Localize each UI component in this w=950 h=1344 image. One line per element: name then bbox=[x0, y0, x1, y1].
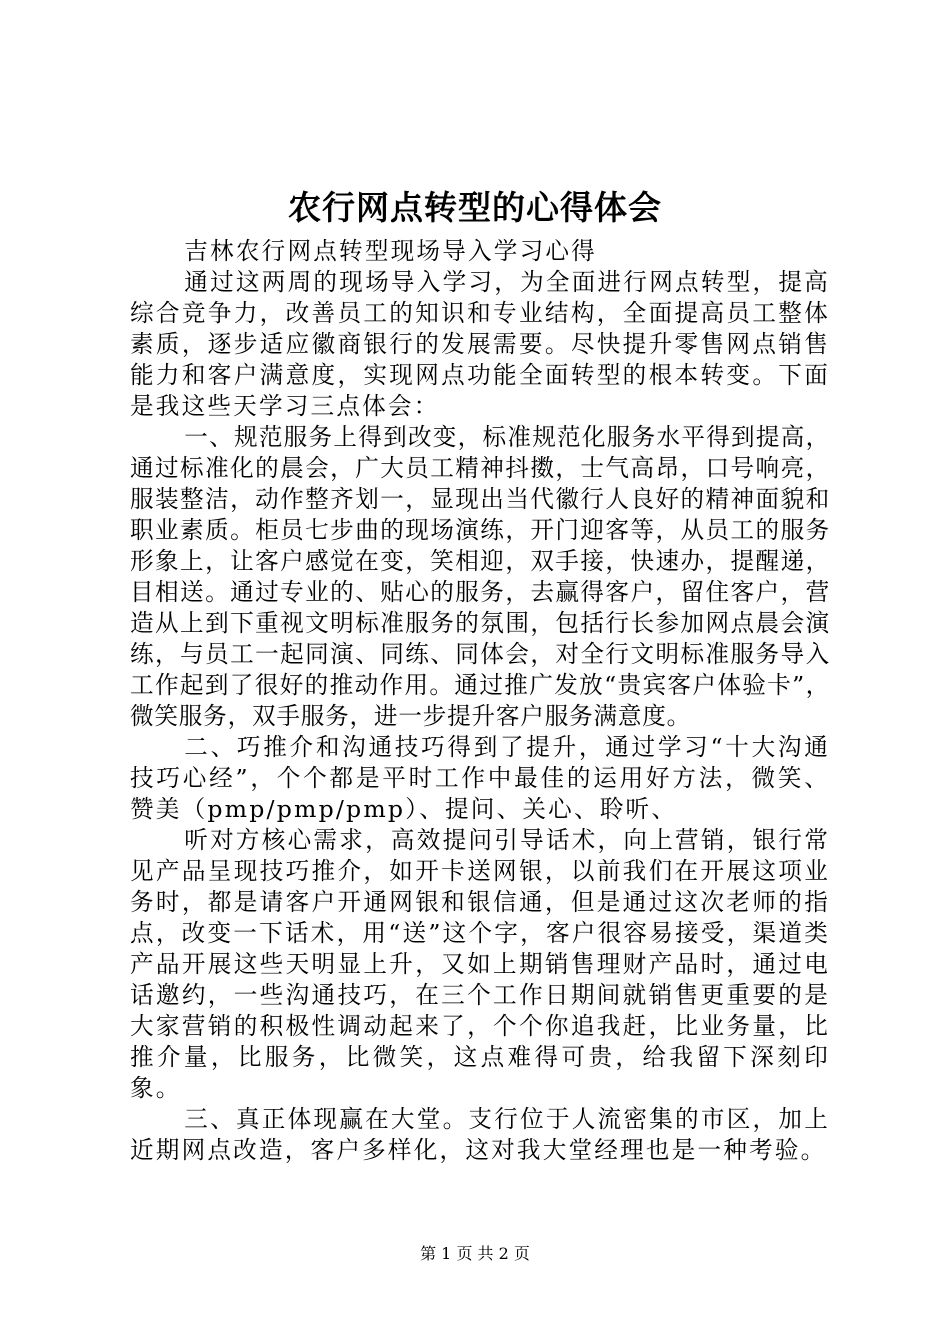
point-two-paragraph: 二、巧推介和沟通技巧得到了提升，通过学习“十大沟通技巧心经”，个个都是平时工作中最佳的运用好方法，微笑、赞美（pmp/pmp/pmp）、提问、关心、聆听、 bbox=[130, 733, 830, 823]
document-title: 农行网点转型的心得体会 bbox=[288, 188, 662, 227]
subtitle-paragraph: 吉林农行网点转型现场导入学习心得 bbox=[184, 237, 597, 265]
document-body bbox=[130, 236, 830, 1166]
point-two-continued-paragraph: 听对方核心需求，高效提问引导话术，向上营销，银行常见产品呈现技巧推介，如开卡送网银，以前我们在开展这项业务时，都是请客户开通网银和银信通，但是通过这次老师的指点，改变一下话术，用“送”这个字，客户很容易接受，渠道类产品开展这些天明显上升，又如上期销售理财产品时，通过电话邀约，一些沟通技巧，在三个工作日期间就销售更重要的是大家营销的积极性调动起来了，个个你追我赶，比业务量，比推介量，比服务，比微笑，这点难得可贵，给我留下深刻印象。 bbox=[130, 826, 830, 1102]
point-three-paragraph: 三、真正体现赢在大堂。支行位于人流密集的市区，加上近期网点改造，客户多样化，这对我大堂经理也是一种考验。 bbox=[130, 1105, 830, 1164]
intro-paragraph: 通过这两周的现场导入学习，为全面进行网点转型，提高综合竞争力，改善员工的知识和专业结构，全面提高员工整体素质，逐步适应徽商银行的发展需要。尽快提升零售网点销售能力和客户满意度，实现网点功能全面转型的根本转变。下面是我这些天学习三点体会： bbox=[130, 268, 830, 420]
page-number-footer: 第 1 页 共 2 页 bbox=[420, 1244, 530, 1263]
point-one-paragraph: 一、规范服务上得到改变，标准规范化服务水平得到提高，通过标准化的晨会，广大员工精神抖擞，士气高昂，口号响亮，服装整洁，动作整齐划一，显现出当代徽行人良好的精神面貌和职业素质。柜员七步曲的现场演练，开门迎客等，从员工的服务形象上，让客户感觉在变，笑相迎，双手接，快速办，提醒递，目相送。通过专业的、贴心的服务，去赢得客户，留住客户，营造从上到下重视文明标准服务的氛围，包括行长参加网点晨会演练，与员工一起同演、同练、同体会，对全行文明标准服务导入工作起到了很好的推动作用。通过推广发放“贵宾客户体验卡”，微笑服务，双手服务，进一步提升客户服务满意度。 bbox=[130, 423, 830, 730]
